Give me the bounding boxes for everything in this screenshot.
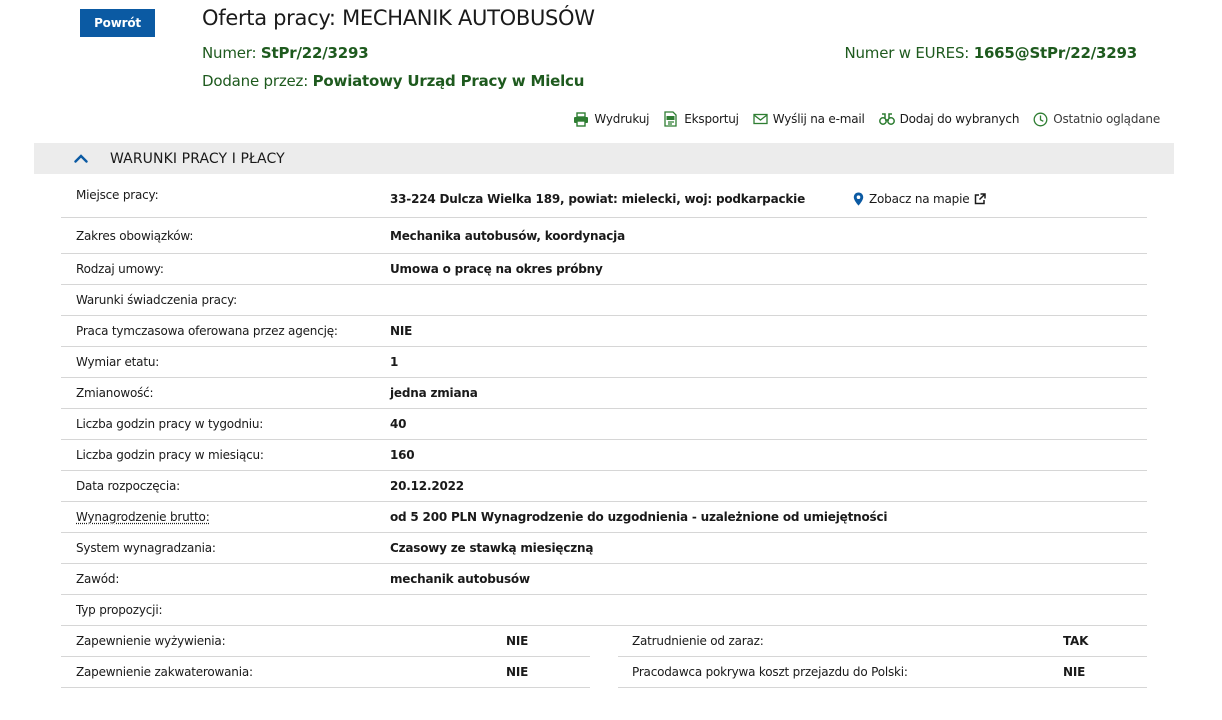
- clock-icon: [1033, 112, 1048, 127]
- table-row: [61, 409, 1147, 440]
- row-value: Mechanika autobusów, koordynacja: [390, 228, 625, 243]
- table-row: [61, 254, 1147, 285]
- row-label: Zapewnienie wyżywienia:: [76, 634, 226, 648]
- offer-number-value: StPr/22/3293: [260, 44, 369, 62]
- row-value: 33-224 Dulcza Wielka 189, powiat: mielecki, woj: podkarpackie: [390, 192, 806, 206]
- map-link[interactable]: [853, 192, 986, 206]
- favorite-label: Dodaj do wybranych: [899, 112, 1020, 126]
- map-link-label: Zobacz na mapie: [869, 192, 970, 206]
- table-row: [61, 502, 1147, 533]
- split-row: [61, 657, 1147, 688]
- binoculars-icon: [879, 112, 895, 126]
- offer-number: [202, 44, 368, 62]
- table-row: [61, 564, 1147, 595]
- export-button[interactable]: [663, 111, 739, 127]
- action-toolbar: [573, 111, 1160, 127]
- row-value: NIE: [390, 324, 413, 338]
- table-row: [61, 471, 1147, 502]
- added-by-label: Dodane przez:: [202, 72, 313, 90]
- row-label: System wynagradzania:: [76, 541, 216, 555]
- row-label: Wymiar etatu:: [76, 355, 160, 369]
- row-value: 160: [390, 448, 415, 462]
- email-button[interactable]: [753, 112, 865, 126]
- row-label: Typ propozycji:: [76, 603, 163, 617]
- row-label: Pracodawca pokrywa koszt przejazdu do Polski:: [632, 665, 908, 679]
- print-label: Wydrukuj: [594, 112, 650, 126]
- row-label: Praca tymczasowa oferowana przez agencję:: [76, 324, 338, 338]
- row-label: Zakres obowiązków:: [76, 228, 194, 243]
- page-title: [202, 6, 595, 30]
- row-label: Zawód:: [76, 572, 120, 586]
- table-row-half: [61, 626, 590, 657]
- table-row: [61, 285, 1147, 316]
- row-value: Czasowy ze stawką miesięczną: [390, 541, 594, 555]
- row-label: Liczba godzin pracy w miesiącu:: [76, 448, 264, 462]
- row-label: Zatrudnienie od zaraz:: [632, 634, 764, 648]
- added-by-value: Powiatowy Urząd Pracy w Mielcu: [312, 72, 585, 90]
- row-value: mechanik autobusów: [390, 572, 530, 586]
- row-value: Umowa o pracę na okres próbny: [390, 262, 603, 276]
- added-by: [202, 72, 584, 90]
- eures-number: [844, 44, 1137, 62]
- row-label: Rodzaj umowy:: [76, 262, 164, 276]
- row-value: jedna zmiana: [390, 386, 478, 400]
- back-button[interactable]: Powrót: [80, 9, 155, 37]
- email-label: Wyślij na e-mail: [772, 112, 865, 126]
- export-label: Eksportuj: [684, 112, 739, 126]
- row-label: Data rozpoczęcia:: [76, 479, 180, 493]
- eures-number-value: 1665@StPr/22/3293: [973, 44, 1137, 62]
- export-pdf-icon: [663, 111, 679, 127]
- external-link-icon: [974, 193, 986, 205]
- section-header[interactable]: [34, 143, 1174, 174]
- row-value: 1: [390, 355, 399, 369]
- row-value: NIE: [1063, 665, 1086, 679]
- table-row: [61, 595, 1147, 626]
- recent-button[interactable]: [1033, 112, 1160, 127]
- print-button[interactable]: [573, 112, 649, 127]
- row-value: TAK: [1063, 634, 1089, 648]
- table-row-half: [61, 657, 590, 688]
- eures-number-label: Numer w EURES:: [844, 44, 974, 62]
- table-row: [61, 440, 1147, 471]
- table-row: [61, 218, 1147, 254]
- table-row: [61, 533, 1147, 564]
- table-row-half: [618, 657, 1147, 688]
- table-row: [61, 378, 1147, 409]
- offer-number-label: Numer:: [202, 44, 261, 62]
- table-row: [61, 181, 1147, 218]
- salary-label-tooltip[interactable]: Wynagrodzenie brutto:: [76, 510, 210, 524]
- chevron-up-icon[interactable]: [74, 154, 88, 163]
- recent-label: Ostatnio oglądane: [1053, 112, 1160, 126]
- split-row: [61, 626, 1147, 657]
- table-row: [61, 347, 1147, 378]
- table-row-half: [618, 626, 1147, 657]
- row-label: Warunki świadczenia pracy:: [76, 293, 238, 307]
- row-value: 20.12.2022: [390, 479, 464, 493]
- row-label: Liczba godzin pracy w tygodniu:: [76, 417, 264, 431]
- row-value: 40: [390, 417, 407, 431]
- row-value: NIE: [506, 634, 529, 648]
- row-value: NIE: [506, 665, 529, 679]
- row-label: Zmianowość:: [76, 386, 154, 400]
- printer-icon: [573, 112, 589, 127]
- row-label: Miejsce pracy:: [76, 188, 159, 202]
- title-job: MECHANIK AUTOBUSÓW: [342, 6, 595, 30]
- title-prefix: Oferta pracy:: [202, 6, 343, 30]
- job-details-table: [61, 181, 1147, 688]
- map-pin-icon: [853, 192, 864, 206]
- table-row: [61, 316, 1147, 347]
- row-label: Zapewnienie zakwaterowania:: [76, 665, 253, 679]
- favorite-button[interactable]: [879, 112, 1020, 126]
- section-title: WARUNKI PRACY I PŁACY: [110, 150, 285, 167]
- envelope-icon: [753, 113, 768, 125]
- row-value: od 5 200 PLN Wynagrodzenie do uzgodnienia - uzależnione od umiejętności: [390, 510, 888, 524]
